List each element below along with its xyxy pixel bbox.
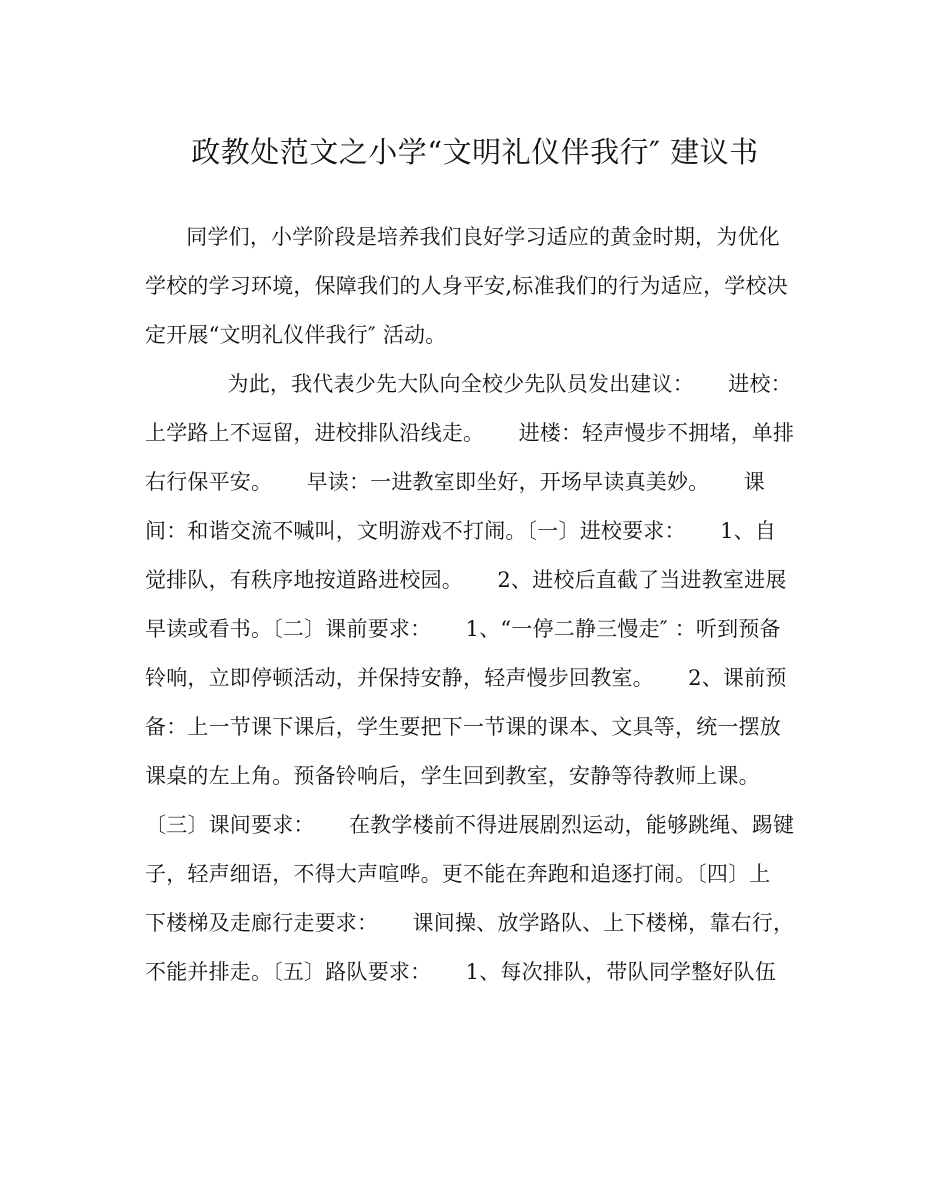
text-line: 早读或看书。〔二〕课前要求： 1、“一停二静三慢走″ ：听到预备 [145, 617, 781, 641]
text-line: 为此，我代表少先大队向全校少先队员发出建议： 进校： [145, 372, 792, 396]
text-line: 定开展“文明礼仪伴我行″ 活动。 [145, 323, 447, 347]
text-line: 子，轻声细语，不得大声喧哗。更不能在奔跑和追逐打闹。〔四〕上 [145, 862, 771, 886]
text-line: 下楼梯及走廊行走要求： 课间操、放学路队、上下楼梯，靠右行， [145, 911, 795, 935]
text-line: 觉排队，有秩序地按道路进校园。 2、进校后直截了当进教室进展 [145, 568, 787, 592]
text-line: 课桌的左上角。预备铃响后，学生回到教室，安静等待教师上课。 [145, 764, 760, 788]
text-line: 右行保平安。 早读：一进教室即坐好，开场早读真美妙。 课 [145, 470, 765, 494]
document-title: 政教处范文之小学“文明礼仪伴我行″ 建议书 [191, 135, 759, 169]
text-line: 上学路上不逗留，进校排队沿线走。 进楼：轻声慢步不拥堵，单排 [145, 421, 795, 445]
text-line: 学校的学习环境，保障我们的人身平安,标准我们的行为适应，学校决 [145, 274, 788, 298]
text-line: 同学们，小学阶段是培养我们良好学习适应的黄金时期，为优化 [145, 225, 780, 249]
text-line: 铃响，立即停顿活动，并保持安静，轻声慢步回教室。 2、课前预 [145, 666, 787, 690]
text-line: 不能并排走。〔五〕路队要求： 1、每次排队，带队同学整好队伍 [145, 960, 777, 984]
text-line: 备：上一节课下课后，学生要把下一节课的课本、文具等，统一摆放 [145, 715, 781, 739]
text-line: 〔三〕课间要求： 在教学楼前不得进展剧烈运动，能够跳绳、踢键 [145, 813, 795, 837]
text-line: 间：和谐交流不喊叫，文明游戏不打闹。〔一〕进校要求： 1、自 [145, 519, 777, 543]
